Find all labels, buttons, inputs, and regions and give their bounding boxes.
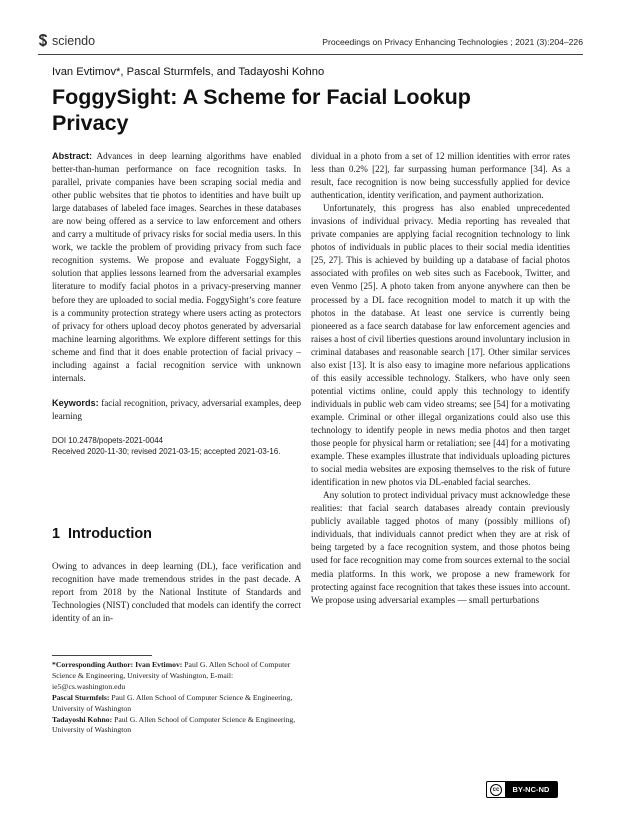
header-rule — [38, 54, 583, 55]
doi: DOI 10.2478/popets-2021-0044 — [52, 435, 163, 445]
footnote-text: Paul G. Allen School of Computer Science & Engineering, University of Washington, E-mail: ie5@cs.washington.edu — [52, 660, 291, 691]
journal-info: Proceedings on Privacy Enhancing Technologies ; 2021 (3):204–226 — [322, 37, 583, 47]
left-column — [52, 150, 301, 458]
footnote-author: Tadayoshi Kohno: — [52, 714, 113, 724]
footnote-text: Paul G. Allen School of Computer Science & Engineering, University of Washington — [52, 692, 293, 713]
intro-left — [52, 560, 301, 625]
right-column — [311, 150, 570, 607]
intro-paragraph: Owing to advances in deep learning (DL), face verification and recognition have made tremendous strides in the past decade. A report from 2018 by the National Institute of Standards and Technologies (NIST) concluded that models can identify the correct identity of an in- — [52, 561, 301, 624]
body-paragraph: dividual in a photo from a set of 12 million identities with error rates less than 0.2% [22], far surpassing human performance [34]. As a result, face recognition is now being successfully applied for device authentication, identity verification, and payment authorization. — [311, 151, 570, 201]
abstract-text: Advances in deep learning algorithms have enabled better-than-human performance on face recognition tasks. In parallel, private companies have been scraping social media and other public websites that tie photos to identities and have built up large databases of labeled face images. Searches in these databases are now being offered as a service to law enforcement and others and carry a multitude of privacy risks for social media users. In this work, we tackle the problem of providing privacy from such face recognition systems. We propose and evaluate FoggySight, a solution that applies lessons learned from the adversarial examples literature to modify facial photos in a privacy-preserving manner before they are uploaded to social media. FoggySight’s core feature is a community protection strategy where users acting as protectors of privacy for others upload decoy photos generated by adversarial machine learning algorithms. We explore different settings for this scheme and find that it does enable protection of facial privacy – including against a facial recognition service with unknown internals. — [52, 151, 302, 383]
footnote — [52, 660, 301, 693]
abstract — [52, 150, 301, 385]
page-header — [38, 34, 583, 52]
paper-title: FoggySight: A Scheme for Facial Lookup Privacy — [52, 85, 471, 135]
footnote-rule — [52, 655, 152, 656]
section-heading — [52, 526, 152, 542]
body-paragraph: Unfortunately, this progress has also enabled unprecedented invasions of individual privacy. Media reporting has revealed that private companies are applying facial recognition technology to link photos of individuals in public places to their social media identities [25, 27]. This is achieved by building up a database of facial photos associated with profiles on web sites such as Facebook, Twitter, and even Venmo [25]. A photo taken from anyone anywhere can then be processed by a DL face recognition model to match it up with the photos in the database. At least one service is currently being pioneered as a face search database for law enforcement agencies and raises a host of civil liberties questions around involuntary inclusion in criminal databases and reasonable search [17]. Other similar services also exist [13]. It is also easy to imagine more nefarious applications of this easily accessible technology. Stalkers, who have only seen potential victims online, could apply this technology to identify individuals in public web cam video streams; see [54] for a motivating example. Criminal or other illegal organizations could also use this technology to identify people in news media photos and then target those people for physical harm or retaliation; see [44] for a motivating example. These examples illustrate that individuals uploading pictures to social media websites are exposing themselves to the risk of future identification in new photos via DL-enabled facial searches. — [311, 203, 570, 488]
section-number: 1 — [52, 526, 61, 542]
keywords-text: facial recognition, privacy, adversarial examples, deep learning — [52, 397, 302, 421]
paper-meta — [52, 435, 301, 458]
footnote — [52, 715, 301, 737]
footnote-author: *Corresponding Author: Ivan Evtimov: — [52, 660, 183, 669]
received-dates: Received 2020-11-30; revised 2021-03-15; accepted 2021-03-16. — [52, 447, 281, 457]
section-title: Introduction — [68, 526, 152, 542]
authors: Ivan Evtimov*, Pascal Sturmfels, and Tadayoshi Kohno — [52, 66, 325, 78]
abstract-label: Abstract: — [52, 151, 93, 161]
publisher-logo — [38, 34, 95, 48]
cc-icon: cc — [487, 782, 505, 797]
sciendo-logo-icon — [38, 34, 48, 48]
footnote-text: Paul G. Allen School of Computer Science & Engineering, University of Washington — [52, 714, 296, 735]
cc-license-badge[interactable] — [486, 781, 558, 798]
footnote — [52, 693, 301, 715]
footnote-author: Pascal Sturmfels: — [52, 692, 110, 702]
keywords — [52, 397, 301, 423]
footnotes — [52, 660, 301, 736]
body-paragraph: Any solution to protect individual privacy must acknowledge these realities: that facial search databases already contain previously publicly available tagged photos of many (possibly millions of) individuals, that individuals cannot predict when they are at risk of being targeted by a face recognition system, and those photos being used for face recognition may come from sources external to the social media platforms. In this work, we propose a new framework for protecting against face recognition that takes these issues into account. We propose using adversarial examples — small perturbations — [311, 490, 570, 605]
license-label: BY-NC-ND — [512, 785, 550, 794]
logo-text: sciendo — [52, 34, 96, 48]
keywords-label: Keywords: — [52, 397, 99, 408]
